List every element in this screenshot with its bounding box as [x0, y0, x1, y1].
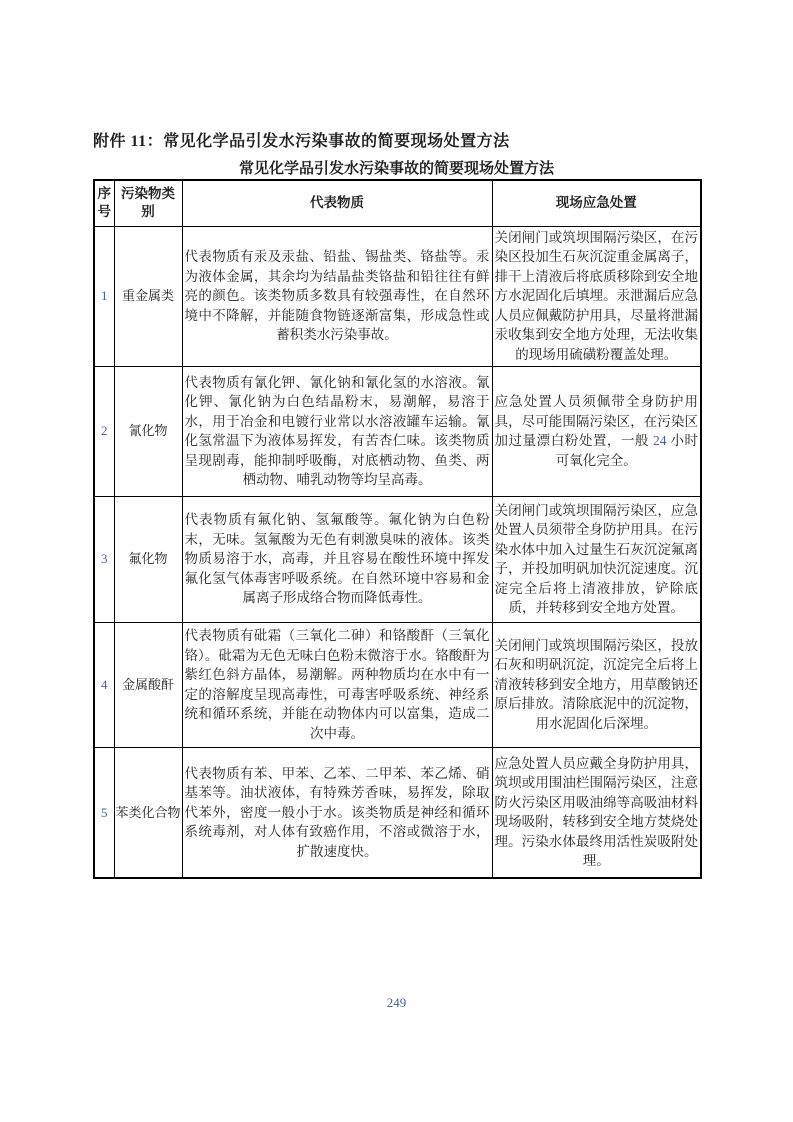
cell-pollutant-category: 氰化物	[114, 366, 182, 496]
table-caption: 常见化学品引发水污染事故的简要现场处置方法	[238, 161, 554, 177]
cell-representative-substance: 代表物质有砒霜（三氧化二砷）和铬酸酐（三氧化铬）。砒霜为无色无味白色粉末微溶于水。铬酸酐为紫红色斜方晶体，易潮解。两种物质均在水中有一定的溶解度呈现高毒性，可毒害呼吸系统、神经系统和循环系统，并能在动物体内可以富集，造成二次中毒。	[182, 622, 492, 747]
col-header-category: 污染物类别	[114, 180, 182, 226]
cell-representative-substance: 代表物质有汞及汞盐、铅盐、锡盐类、铬盐等。汞为液体金属，其余均为结晶盐类铬盐和铅往往有鲜亮的颜色。该类物质多数具有较强毒性，在自然环境中不降解，并能随食物链逐渐富集，形成急性或蓄积类水污染事故。	[182, 226, 492, 366]
cell-emergency-response: 关闭闸门或筑坝围隔污染区，应急处置人员须带全身防护用具。在污染水体中加入过量生石灰沉淀氟离子，并投加明矾加快沉淀速度。沉淀完全后将上清液排放，铲除底质，并转移到安全地方处置。	[492, 496, 701, 622]
cell-row-number: 1	[94, 226, 114, 366]
attachment-title: 附件 11：常见化学品引发水污染事故的简要现场处置方法	[93, 133, 510, 150]
cell-emergency-response: 应急处置人员应戴全身防护用具，筑坝或用围油栏围隔污染区，注意防火污染区用吸油绵等高吸油材料现场吸附，转移到安全地方焚烧处理。污染水体最终用活性炭吸附处理。	[492, 747, 701, 878]
cell-row-number: 5	[94, 747, 114, 878]
col-header-no: 序号	[94, 180, 114, 226]
cell-row-number: 2	[94, 366, 114, 496]
cell-representative-substance: 代表物质有氰化钾、氰化钠和氰化氢的水溶液。氰化钾、氰化钠为白色结晶粉末，易潮解，易溶于水，用于冶金和电镀行业常以水溶液罐车运输。氰化氢常温下为液体易挥发，有苦杏仁味。该类物质呈现剧毒，能抑制呼吸酶，对底栖动物、鱼类、两栖动物、哺乳动物等均呈高毒。	[182, 366, 492, 496]
cell-pollutant-category: 金属酸酐	[114, 622, 182, 747]
cell-row-number: 3	[94, 496, 114, 622]
cell-row-number: 4	[94, 622, 114, 747]
cell-emergency-response: 关闭闸门或筑坝围隔污染区，投放石灰和明矾沉淀，沉淀完全后将上清液转移到安全地方，用草酸钠还原后排放。清除底泥中的沉淀物，用水泥固化后深埋。	[492, 622, 701, 747]
table-row	[94, 496, 701, 622]
table-row	[94, 622, 701, 747]
table-row	[94, 226, 701, 366]
table-row	[94, 366, 701, 496]
cell-representative-substance: 代表物质有氟化钠、氢氟酸等。氟化钠为白色粉末，无味。氢氟酸为无色有刺激臭味的液体。该类物质易溶于水，高毒，并且容易在酸性环境中挥发氟化氢气体毒害呼吸系统。在自然环境中容易和金属离子形成络合物而降低毒性。	[182, 496, 492, 622]
header-row	[94, 180, 701, 226]
cell-pollutant-category: 苯类化合物	[114, 747, 182, 878]
table-row	[94, 747, 701, 878]
table-body	[94, 226, 701, 878]
cell-emergency-response: 关闭闸门或筑坝围隔污染区，在污染区投加生石灰沉淀重金属离子，排干上清液后将底质移除到安全地方水泥固化后填埋。汞泄漏后应急人员应佩戴防护用具，尽量将泄漏汞收集到安全地方处理，无法收集的现场用硫磺粉覆盖处理。	[492, 226, 701, 366]
hazard-table	[93, 179, 702, 879]
cell-representative-substance: 代表物质有苯、甲苯、乙苯、二甲苯、苯乙烯、硝基苯等。油状液体，有特殊芳香味，易挥发，除取代苯外，密度一般小于水。该类物质是神经和循环系统毒剂，对人体有致癌作用，不溶或微溶于水，扩散速度快。	[182, 747, 492, 878]
col-header-response: 现场应急处置	[492, 180, 701, 226]
table-header	[94, 180, 701, 226]
page-number: 249	[386, 995, 407, 1010]
cell-pollutant-category: 重金属类	[114, 226, 182, 366]
cell-emergency-response: 应急处置人员须佩带全身防护用具，尽可能围隔污染区，在污染区加过量漂白粉处置，一般 24 小时可氧化完全。	[492, 366, 701, 496]
col-header-substance: 代表物质	[182, 180, 492, 226]
cell-pollutant-category: 氟化物	[114, 496, 182, 622]
